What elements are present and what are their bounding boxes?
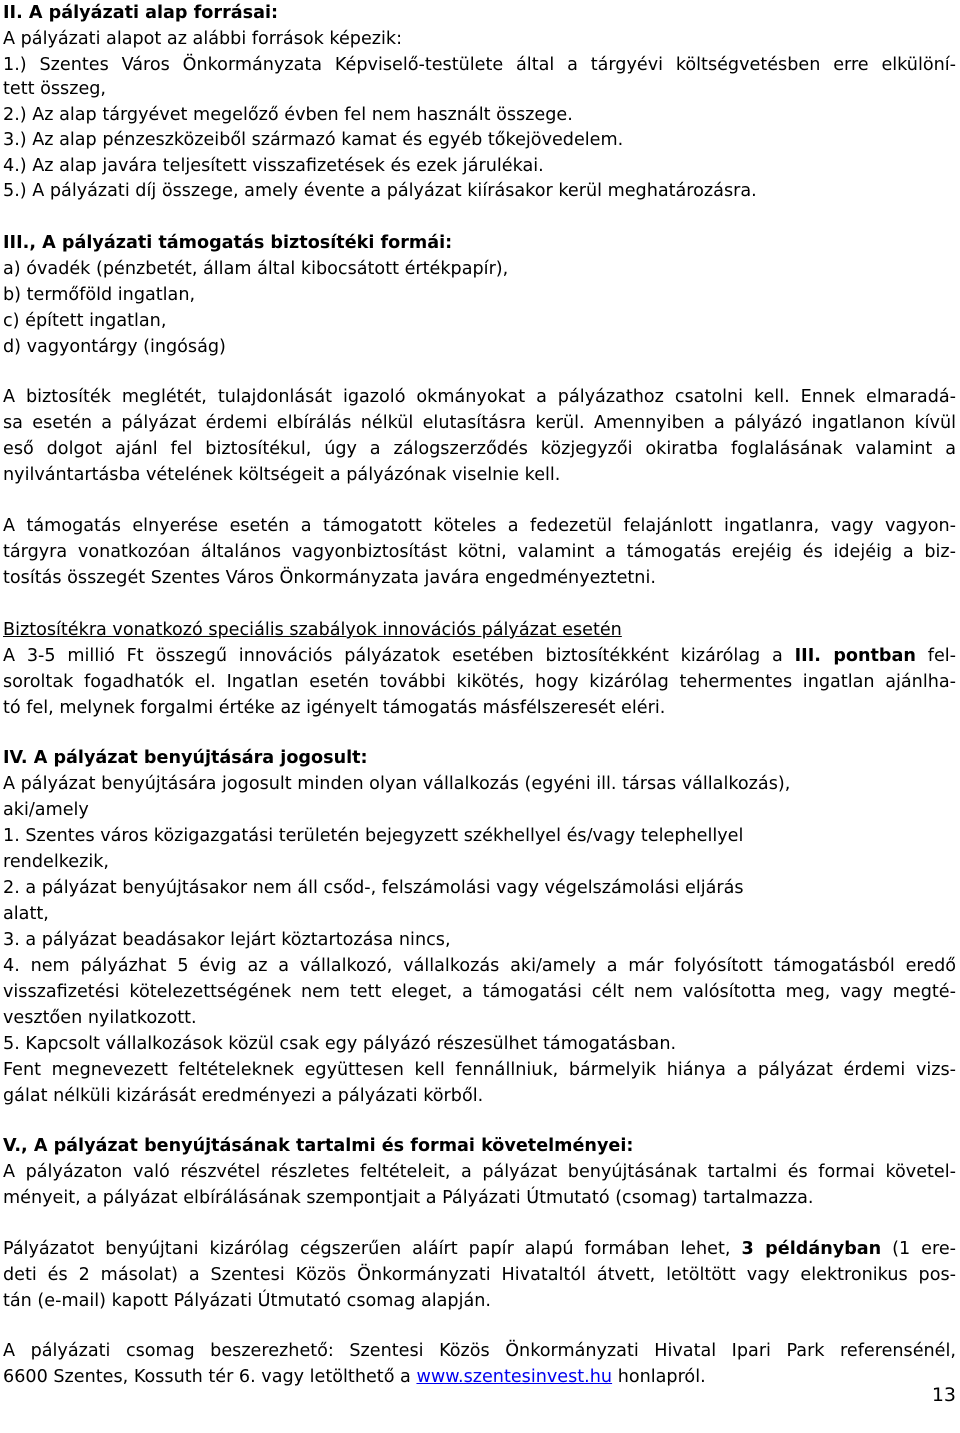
package-text: 6600 Szentes, Kossuth tér 6. vagy letölthető a [3,1367,411,1387]
submission-line [3,1236,956,1262]
section-3-heading: III., A pályázati támogatás biztosítéki formái: [3,233,453,253]
section-2-item-1-cont: tett összeg, [3,79,107,99]
eligibility-line: gálat nélküli kizárását eredményezi a pályázati körből. [3,1086,484,1106]
guarantee-paragraph-line: eső dolgot ajánl fel biztosítékul, úgy a zálogszerződés közjegyzői okiratba foglalásának valamint a [3,439,956,459]
submission-text: Pályázatot benyújtani kizárólag cégszerűen aláírt papír alapú formában lehet, [3,1239,731,1259]
eligibility-line: 2. a pályázat benyújtásakor nem áll csőd-, felszámolási vagy végelszámolási eljárás [3,878,744,898]
eligibility-line: Fent megnevezett feltételeknek együttesen kell fennállniuk, bármelyik hiánya a pályázat érdemi vizs- [3,1060,956,1080]
package-text: honlapról. [617,1367,706,1387]
eligibility-line: 5. Kapcsolt vállalkozások közül csak egy pályázó részesülhet támogatásban. [3,1034,677,1054]
submission-line: tán (e-mail) kapott Pályázati Útmutató csomag alapján. [3,1291,491,1311]
special-rules-line [3,643,956,669]
section-5-heading: V., A pályázat benyújtásának tartalmi és formai követelményei: [3,1136,634,1156]
section-2-item-4: 4.) Az alap javára teljesített visszafizetések és ezek járulékai. [3,156,544,176]
guarantee-option-b: b) termőföld ingatlan, [3,285,196,305]
special-rules-text: fel- [927,646,957,666]
section-2-intro: A pályázati alapot az alábbi források képezik: [3,29,403,49]
eligibility-line: 3. a pályázat beadásakor lejárt köztartozása nincs, [3,930,451,950]
submission-text: (1 ere- [892,1239,956,1259]
eligibility-line: A pályázat benyújtására jogosult minden olyan vállalkozás (egyéni ill. társas vállalkozás), [3,774,791,794]
section-2-item-2: 2.) Az alap tárgyévet megelőző évben fel nem használt összege. [3,105,573,125]
section-2-heading: II. A pályázati alap forrásai: [3,3,279,23]
section-4-heading: IV. A pályázat benyújtására jogosult: [3,748,368,768]
guarantee-paragraph-line: nyilvántartásba vételének költségeit a pályázónak viselnie kell. [3,465,561,485]
section-2-item-3: 3.) Az alap pénzeszközeiből származó kamat és egyéb tőkejövedelem. [3,130,624,150]
section-2-item-1: 1.) Szentes Város Önkormányzata Képviselő-testülete által a tárgyévi költségvetésben erre elkülöní- [3,55,956,75]
eligibility-line: aki/amely [3,800,89,820]
insurance-paragraph-line: tárgyra vonatkozóan általános vagyonbiztosítást kötni, valamint a támogatás erejéig és idejéig a biz- [3,542,956,562]
package-line: A pályázati csomag beszerezhető: Szentesi Közös Önkormányzati Hivatal Ipari Park referensénél, [3,1341,956,1361]
insurance-paragraph-line: A támogatás elnyerése esetén a támogatott köteles a fedezetül felajánlott ingatlanra, vagy vagyon- [3,516,956,536]
eligibility-line: rendelkezik, [3,852,109,872]
eligibility-line: alatt, [3,904,49,924]
eligibility-line: 4. nem pályázhat 5 évig az a vállalkozó, vállalkozás aki/amely a már folyósított támogatásból eredő [3,956,956,976]
guarantee-paragraph-line: A biztosíték meglétét, tulajdonlását igazoló okmányokat a pályázathoz csatolni kell. Ennek elmaradá- [3,387,956,407]
submission-line: deti és 2 másolat) a Szentesi Közös Önkormányzati Hivataltól átvett, letöltött vagy elektronikus pos- [3,1265,956,1285]
eligibility-line: vesztően nyilatkozott. [3,1008,197,1028]
requirements-line: A pályázaton való részvétel részletes feltételeit, a pályázat benyújtásának tartalmi és formai követel- [3,1162,956,1182]
eligibility-line: 1. Szentes város közigazgatási területén bejegyzett székhellyel és/vagy telephellyel [3,826,744,846]
special-rules-heading: Biztosítékra vonatkozó speciális szabályok innovációs pályázat esetén [3,620,622,640]
guarantee-option-d: d) vagyontárgy (ingóság) [3,337,226,357]
guarantee-option-c: c) épített ingatlan, [3,311,167,331]
eligibility-line: visszafizetési kötelezettségének nem tett eleget, a támogatási célt nem valósította meg, vagy megté- [3,982,956,1002]
guarantee-paragraph-line: sa esetén a pályázat érdemi elbírálás nélkül elutasításra kerül. Amennyiben a pályázó ingatlanon kívül [3,413,956,433]
special-rules-text: A 3-5 millió Ft összegű innovációs pályázatok esetében biztosítékként kizárólag a [3,646,783,666]
insurance-paragraph-line: tosítás összegét Szentes Város Önkormányzata javára engedményeztetni. [3,568,656,588]
page-number: 13 [931,1384,956,1406]
special-rules-line: tó fel, melynek forgalmi értéke az igényelt támogatás másfélszeresét eléri. [3,698,666,718]
special-rules-line: soroltak fogadhatók el. Ingatlan esetén további kikötés, hogy kizárólag tehermentes ingatlan ajánlha- [3,672,956,692]
guarantee-option-a: a) óvadék (pénzbetét, állam által kibocsátott értékpapír), [3,259,509,279]
package-line [3,1364,706,1390]
requirements-line: ményeit, a pályázat elbírálásának szempontjait a Pályázati Útmutató (csomag) tartalmazza. [3,1188,814,1208]
special-rules-emphasis: III. pontban [794,646,916,666]
submission-copies: 3 példányban [741,1239,882,1259]
section-2-item-5: 5.) A pályázati díj összege, amely évente a pályázat kiírásakor kerül meghatározásra. [3,181,757,201]
website-link[interactable]: www.szentesinvest.hu [416,1367,613,1387]
